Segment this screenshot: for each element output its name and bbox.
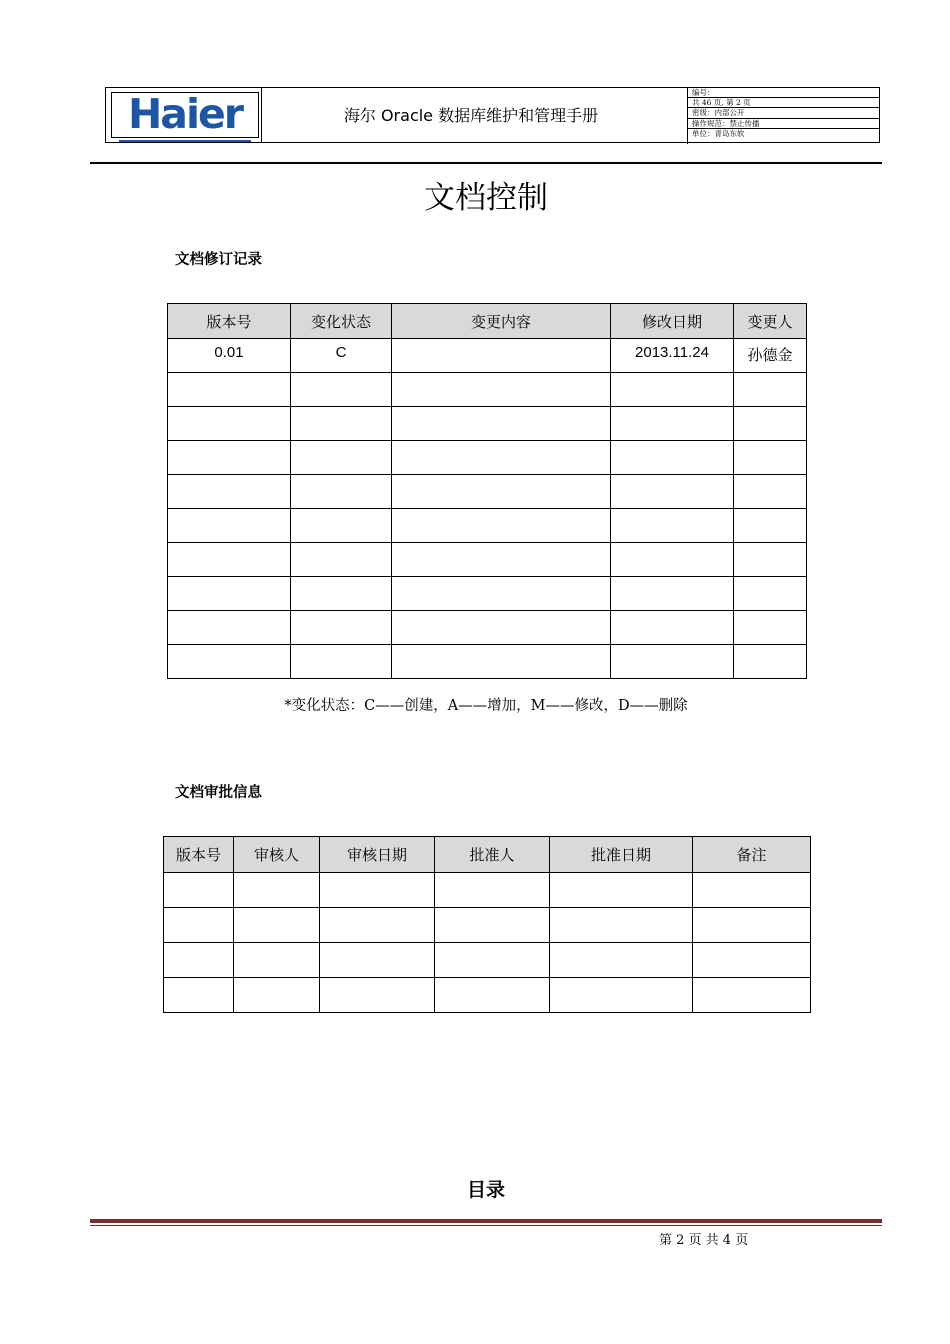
revision-table-cell	[611, 407, 734, 441]
revision-table-cell	[291, 441, 392, 475]
approval-table-cell	[320, 978, 435, 1013]
revision-table-cell	[611, 475, 734, 509]
approval-column-header: 审核日期	[320, 837, 435, 873]
page-title: 文档控制	[424, 180, 548, 216]
revision-table-cell	[392, 611, 611, 645]
approval-table-row	[164, 978, 811, 1013]
revision-table-cell	[291, 509, 392, 543]
approval-table-cell	[550, 943, 693, 978]
approval-table-cell	[550, 978, 693, 1013]
revision-table-cell: C	[291, 339, 392, 373]
revision-table	[167, 303, 807, 679]
approval-table-cell	[164, 908, 234, 943]
header-title: 海尔 Oracle 数据库维护和管理手册	[343, 106, 599, 125]
revision-table-cell	[734, 645, 807, 679]
revision-table-row	[168, 509, 807, 543]
revision-heading: 文档修订记录	[175, 252, 262, 268]
revision-table-cell	[291, 611, 392, 645]
approval-table-row	[164, 943, 811, 978]
approval-table-cell	[693, 978, 811, 1013]
approval-column-header: 版本号	[164, 837, 234, 873]
revision-table-row	[168, 645, 807, 679]
revision-table-row	[168, 441, 807, 475]
header-rule	[90, 162, 882, 164]
meta-rule: 操作规范：禁止传播	[688, 119, 880, 129]
revision-table-row	[168, 339, 807, 373]
footer-rule-thick	[90, 1219, 882, 1223]
revision-table-cell	[168, 407, 291, 441]
approval-table-cell	[550, 873, 693, 908]
revision-table-cell	[291, 577, 392, 611]
revision-table-cell	[291, 645, 392, 679]
approval-table-cell	[435, 978, 550, 1013]
page-header	[105, 87, 880, 143]
revision-table-cell	[392, 373, 611, 407]
approval-table-cell	[234, 908, 320, 943]
logo-text: Haier	[127, 90, 243, 138]
revision-table-cell	[392, 475, 611, 509]
revision-table-cell: 0.01	[168, 339, 291, 373]
revision-table-cell	[168, 543, 291, 577]
footer-rule-thin	[90, 1225, 882, 1226]
approval-table-cell	[435, 908, 550, 943]
revision-table-cell	[734, 577, 807, 611]
revision-column-header: 变更内容	[392, 304, 611, 339]
approval-table-cell	[693, 943, 811, 978]
revision-table-cell	[392, 407, 611, 441]
revision-table-row	[168, 475, 807, 509]
revision-table-cell	[611, 441, 734, 475]
revision-table-cell	[611, 373, 734, 407]
revision-column-header: 版本号	[168, 304, 291, 339]
approval-table-cell	[320, 943, 435, 978]
meta-code: 编号：	[688, 88, 880, 98]
approval-column-header: 备注	[693, 837, 811, 873]
revision-table-cell	[734, 407, 807, 441]
approval-column-header: 批准日期	[550, 837, 693, 873]
revision-table-cell	[168, 441, 291, 475]
revision-table-cell	[611, 611, 734, 645]
revision-table-cell: 孙德金	[734, 339, 807, 373]
revision-table-cell	[734, 611, 807, 645]
approval-table-cell	[550, 908, 693, 943]
revision-table-row	[168, 577, 807, 611]
approval-table-cell	[234, 873, 320, 908]
revision-table-cell	[734, 509, 807, 543]
revision-column-header: 变化状态	[291, 304, 392, 339]
haier-logo	[111, 92, 259, 138]
approval-table-cell	[693, 873, 811, 908]
revision-table-cell	[734, 441, 807, 475]
revision-table-cell	[168, 475, 291, 509]
revision-table-cell	[392, 339, 611, 373]
revision-table-cell	[611, 509, 734, 543]
meta-pages: 共 46 页, 第 2 页	[688, 98, 880, 108]
revision-table-cell	[291, 373, 392, 407]
revision-table-cell	[291, 407, 392, 441]
revision-table-cell	[168, 577, 291, 611]
revision-table-header	[168, 304, 807, 339]
revision-table-cell	[392, 509, 611, 543]
revision-table-cell	[168, 373, 291, 407]
approval-table-row	[164, 873, 811, 908]
revision-table-cell	[291, 475, 392, 509]
logo-underline	[119, 140, 251, 142]
page-footer: 第 2 页 共 4 页	[659, 1233, 749, 1248]
revision-table-cell	[734, 373, 807, 407]
approval-table-cell	[164, 873, 234, 908]
meta-unit: 单位：青岛东软	[692, 128, 745, 138]
revision-table-cell	[611, 645, 734, 679]
revision-table-row	[168, 543, 807, 577]
approval-table	[163, 836, 811, 1013]
status-note: *变化状态：C——创建，A——增加，M——修改，D——删除	[284, 698, 688, 714]
revision-table-cell	[392, 441, 611, 475]
revision-table-cell	[734, 543, 807, 577]
revision-column-header: 修改日期	[611, 304, 734, 339]
revision-column-header: 变更人	[734, 304, 807, 339]
approval-table-cell	[320, 908, 435, 943]
approval-table-cell	[435, 943, 550, 978]
approval-table-cell	[164, 943, 234, 978]
revision-table-cell	[168, 509, 291, 543]
approval-table-row	[164, 908, 811, 943]
revision-table-cell	[168, 611, 291, 645]
approval-table-cell	[234, 978, 320, 1013]
revision-table-row	[168, 373, 807, 407]
toc-heading: 目录	[466, 1179, 505, 1201]
approval-table-cell	[435, 873, 550, 908]
approval-column-header: 批准人	[435, 837, 550, 873]
revision-table-cell	[734, 475, 807, 509]
header-meta-box	[687, 88, 880, 144]
revision-table-row	[168, 611, 807, 645]
approval-table-cell	[164, 978, 234, 1013]
approval-heading: 文档审批信息	[175, 785, 262, 801]
revision-table-cell	[611, 543, 734, 577]
revision-table-row	[168, 407, 807, 441]
revision-table-cell	[291, 543, 392, 577]
approval-column-header: 审核人	[234, 837, 320, 873]
revision-table-cell: 2013.11.24	[611, 339, 734, 373]
revision-table-cell	[392, 543, 611, 577]
approval-table-cell	[320, 873, 435, 908]
approval-table-cell	[693, 908, 811, 943]
approval-table-header	[164, 837, 811, 873]
approval-table-cell	[234, 943, 320, 978]
revision-table-cell	[168, 645, 291, 679]
revision-table-cell	[392, 577, 611, 611]
revision-table-cell	[392, 645, 611, 679]
meta-security: 密级：内部公开	[688, 108, 880, 118]
revision-table-cell	[611, 577, 734, 611]
